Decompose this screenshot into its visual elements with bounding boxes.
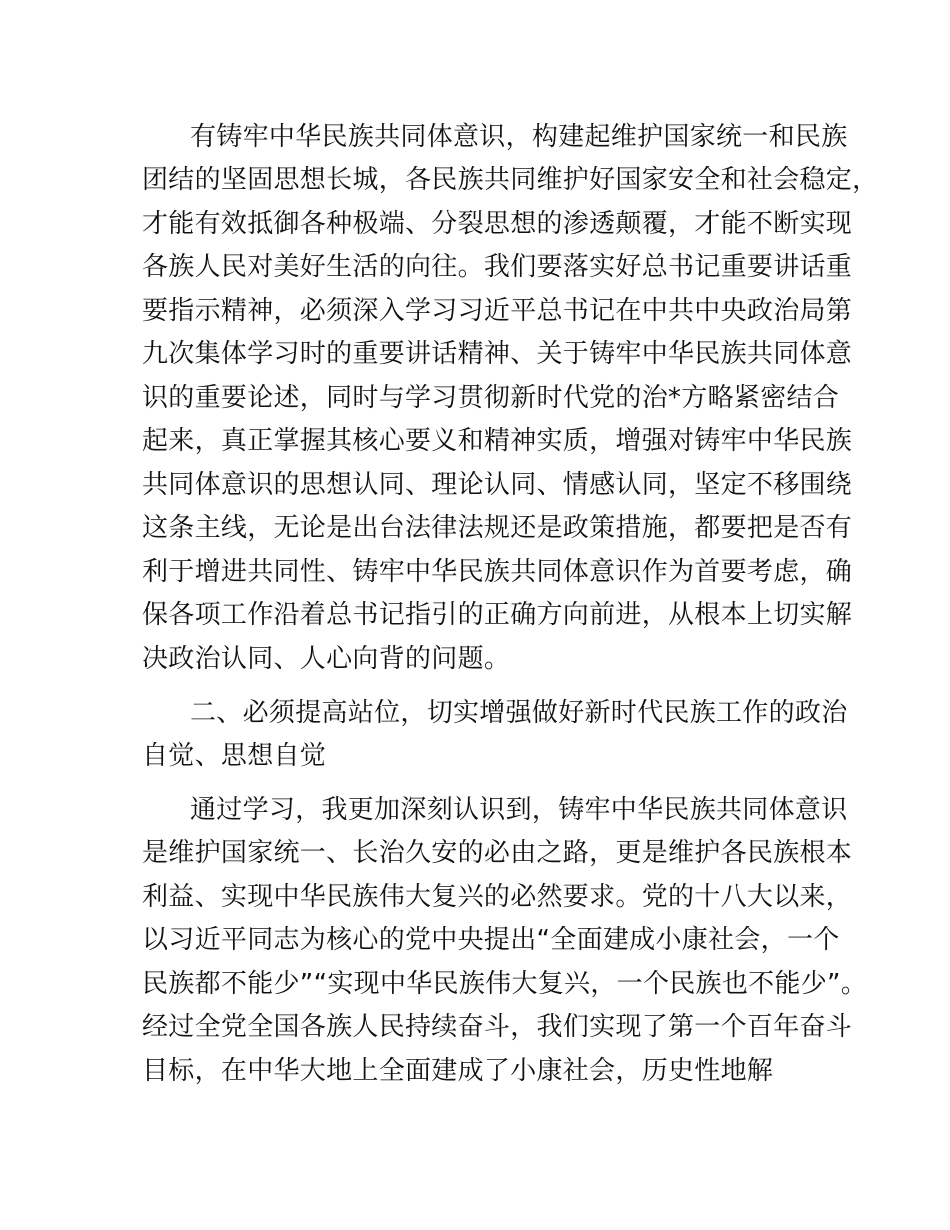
text-line: 团结的坚固思想长城，各民族共同维护好国家安全和社会稳定， [142,165,879,195]
heading-line: 自觉、思想自觉 [142,741,327,771]
text-line: 共同体意识的思想认同、理论认同、情感认同，坚定不移围绕 [142,470,853,500]
text-line: 这条主线，无论是出台法律法规还是政策措施，都要把是否有 [142,513,853,543]
text-line: 识的重要论述，同时与学习贯彻新时代党的治*方略紧密结合 [142,383,840,413]
text-line: 利于增进共同性、铸牢中华民族共同体意识作为首要考虑，确 [142,557,853,587]
text-line: 经过全党全国各族人民持续奋斗，我们实现了第一个百年奋斗 [142,1012,853,1042]
text-line: 要指示精神，必须深入学习习近平总书记在中共中央政治局第 [142,296,853,326]
text-line: 九次集体学习时的重要讲话精神、关于铸牢中华民族共同体意 [142,339,853,369]
text-line: 以习近平同志为核心的党中央提出“全面建成小康社会，一个 [142,925,840,955]
text-line: 有铸牢中华民族共同体意识，构建起维护国家统一和民族 [190,122,848,152]
text-line: 保各项工作沿着总书记指引的正确方向前进，从根本上切实解 [142,600,853,630]
text-line: 民族都不能少”“实现中华民族伟大复兴，一个民族也不能少”。 [142,969,868,999]
text-line: 是维护国家统一、长治久安的必由之路，更是维护各民族根本 [142,838,853,868]
text-line: 各族人民对美好生活的向往。我们要落实好总书记重要讲话重 [142,252,853,282]
text-line: 决政治认同、人心向背的问题。 [142,644,511,674]
text-line: 才能有效抵御各种极端、分裂思想的渗透颠覆，才能不断实现 [142,209,853,239]
text-line: 起来，真正掌握其核心要义和精神实质，增强对铸牢中华民族 [142,426,853,456]
text-line: 利益、实现中华民族伟大复兴的必然要求。党的十八大以来， [142,882,853,912]
text-line: 通过学习，我更加深刻认识到，铸牢中华民族共同体意识 [190,795,848,825]
heading-line: 二、必须提高站位，切实增强做好新时代民族工作的政治 [190,698,848,728]
text-line: 目标，在中华大地上全面建成了小康社会，历史性地解 [142,1056,774,1086]
